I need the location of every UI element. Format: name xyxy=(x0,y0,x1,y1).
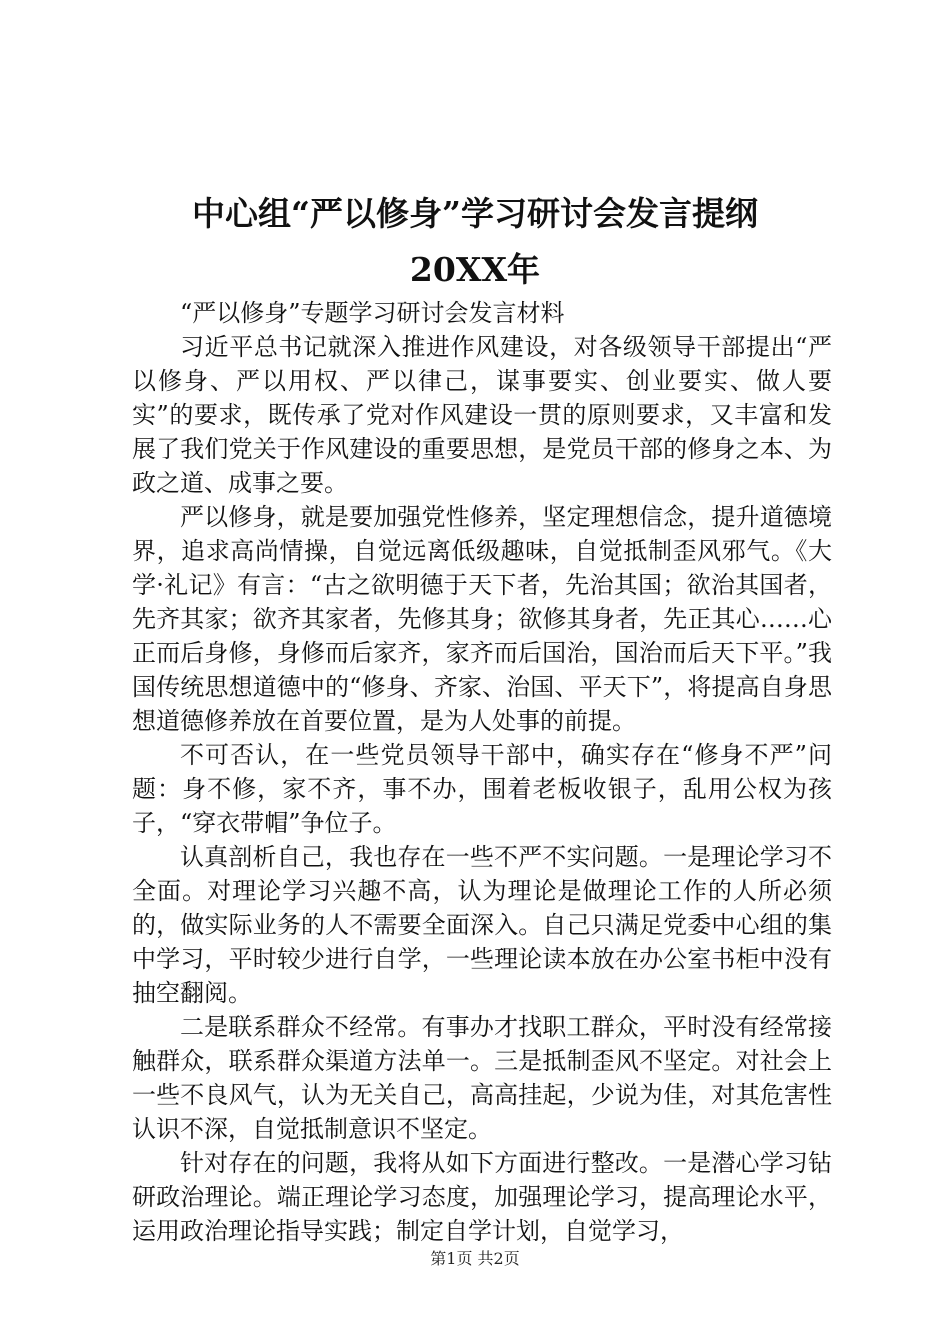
document-body xyxy=(132,296,832,1248)
page-footer: 第1页 共2页 xyxy=(430,1249,520,1268)
paragraph: 针对存在的问题，我将从如下方面进行整改。一是潜心学习钻研政治理论。端正理论学习态度，加强理论学习，提高理论水平，运用政治理论指导实践；制定自学计划，自觉学习， xyxy=(132,1149,832,1245)
paragraph: 习近平总书记就深入推进作风建设，对各级领导干部提出“严以修身、严以用权、严以律己，谋事要实、创业要实、做人要实”的要求，既传承了党对作风建设一贯的原则要求，又丰富和发展了我们党关于作风建设的重要思想，是党员干部的修身之本、为政之道、成事之要。 xyxy=(132,333,832,497)
document-title-line1: 中心组“严以修身”学习研讨会发言提纲 xyxy=(192,194,758,233)
paragraph: 严以修身，就是要加强党性修养，坚定理想信念，提升道德境界，追求高尚情操，自觉远离低级趣味，自觉抵制歪风邪气。《大学·礼记》有言：“古之欲明德于天下者，先治其国；欲治其国者，先齐其家；欲齐其家者，先修其身；欲修其身者，先正其心……心正而后身修，身修而后家齐，家齐而后国治，国治而后天下平。”我国传统思想道德中的“修身、齐家、治国、平天下”，将提高自身思想道德修养放在首要位置，是为人处事的前提。 xyxy=(132,503,832,735)
paragraph: 不可否认，在一些党员领导干部中，确实存在“修身不严”问题：身不修，家不齐，事不办，围着老板收银子，乱用公权为孩子，“穿衣带帽”争位子。 xyxy=(132,741,832,837)
paragraph: 认真剖析自己，我也存在一些不严不实问题。一是理论学习不全面。对理论学习兴趣不高，认为理论是做理论工作的人所必须的，做实际业务的人不需要全面深入。自己只满足党委中心组的集中学习，平时较少进行自学，一些理论读本放在办公室书柜中没有抽空翻阅。 xyxy=(132,843,832,1007)
document-title-line2: 20XX年 xyxy=(409,250,541,289)
document-subtitle: “严以修身”专题学习研讨会发言材料 xyxy=(180,299,565,327)
paragraph: 二是联系群众不经常。有事办才找职工群众，平时没有经常接触群众，联系群众渠道方法单一。三是抵制歪风不坚定。对社会上一些不良风气，认为无关自己，高高挂起，少说为佳，对其危害性认识不深，自觉抵制意识不坚定。 xyxy=(132,1013,832,1143)
